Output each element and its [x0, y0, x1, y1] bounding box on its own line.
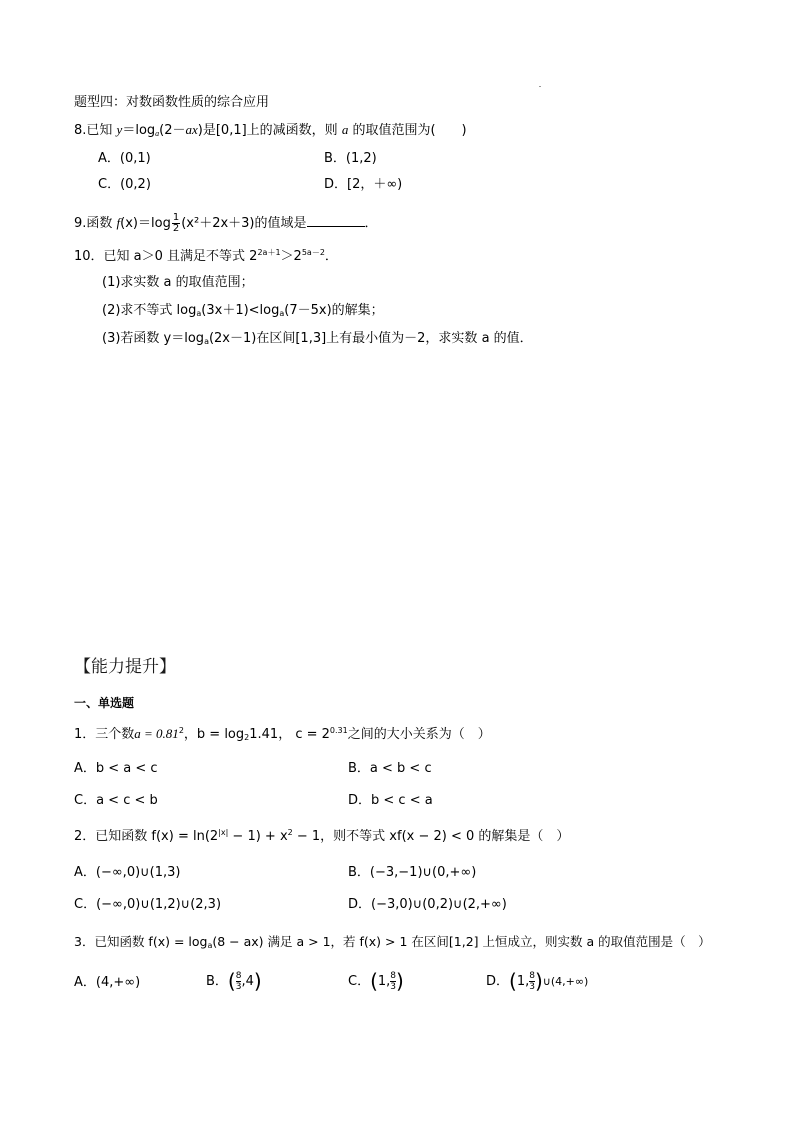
fraction-eight-thirds: $\frac{8}{3}$: [235, 971, 242, 992]
mc-question-2: 2．已知函数 $f(x) = \ln(2^{|x|} - 1) + x^2 - 1$，则不等式 xf(x − 2) < 0 的解集是（ ）: [74, 828, 570, 844]
question-8-option-a: A．(0,1): [98, 151, 151, 166]
mc-1-option-d: D．b < c < a: [348, 793, 433, 808]
question-10-part-2: (2)求不等式 $\log_a(3x+1)<\log_a(7-5x)$的解集；: [102, 303, 384, 318]
mc-3-option-c: C．(1, $\frac{8}{3}$ ): [348, 969, 404, 993]
question-10-part-3: (3)若函数 $y=\log_a(2x-1)$在区间[1,3]上有最小值为－2，求实数 a 的值．: [102, 331, 533, 346]
mc-2-option-b: B．(−3,−1)∪(0,+∞): [348, 865, 477, 880]
scan-dot: [539, 86, 541, 87]
mc-1-option-a: A．b < a < c: [74, 761, 158, 776]
single-choice-heading: 一、单选题: [74, 696, 135, 710]
question-8-option-b: B．(1,2): [324, 151, 377, 166]
fraction-eight-thirds: $\frac{8}{3}$: [390, 971, 397, 992]
ability-section-title: 【能力提升】: [74, 657, 176, 677]
fraction-one-half: $\frac{1}{2}$: [172, 212, 180, 234]
mc-2-option-c: C．(−∞,0)∪(1,2)∪(2,3): [74, 897, 222, 912]
fraction-eight-thirds: $\frac{8}{3}$: [529, 971, 535, 992]
question-8-stem: 8.已知 $y=\log_a(2-ax)$是[0,1]上的减函数，则 a 的取值范围为( ): [74, 122, 467, 138]
part-title: 题型四：对数函数性质的综合应用: [74, 95, 270, 110]
question-8-option-c: C．(0,2): [98, 177, 151, 192]
mc-2-option-d: D．(−3,0)∪(0,2)∪(2,+∞): [348, 897, 507, 912]
mc-3-option-a: A．(4,+∞): [74, 975, 141, 990]
answer-blank: [307, 214, 365, 227]
mc-3-option-b: B．( $\frac{8}{3}$ ,4): [206, 969, 262, 993]
mc-1-option-b: B．a < b < c: [348, 761, 432, 776]
mc-question-3: 3．已知函数 $f(x) = \log_a(8 - ax)$ 满足 a > 1，若 f(x) > 1 在区间[1,2] 上恒成立，则实数 a 的取值范围是（ ）: [74, 934, 711, 950]
mc-2-option-a: A．(−∞,0)∪(1,3): [74, 865, 181, 880]
mc-3-option-d: D．(1, $\frac{8}{3}$ )∪(4,+∞): [486, 969, 589, 993]
mc-question-1: 1．三个数$a = 0.81^2$，$b = \log_21.41$， $c = 2^{0.31}$之间的大小关系为（ ）: [74, 726, 491, 742]
question-9: 9.函数 f(x)＝log $\frac{1}{2}$ (x²＋2x＋3)的值域是 ．: [74, 212, 378, 234]
question-10-part-1: (1)求实数 a 的取值范围；: [102, 275, 254, 290]
question-10-stem: 10．已知 a＞0 且满足不等式 $2^{2a+1}>2^{5a-2}$．: [74, 248, 338, 264]
question-8-option-d: D．[2，＋∞): [324, 177, 403, 192]
mc-1-option-c: C．a < c < b: [74, 793, 158, 808]
